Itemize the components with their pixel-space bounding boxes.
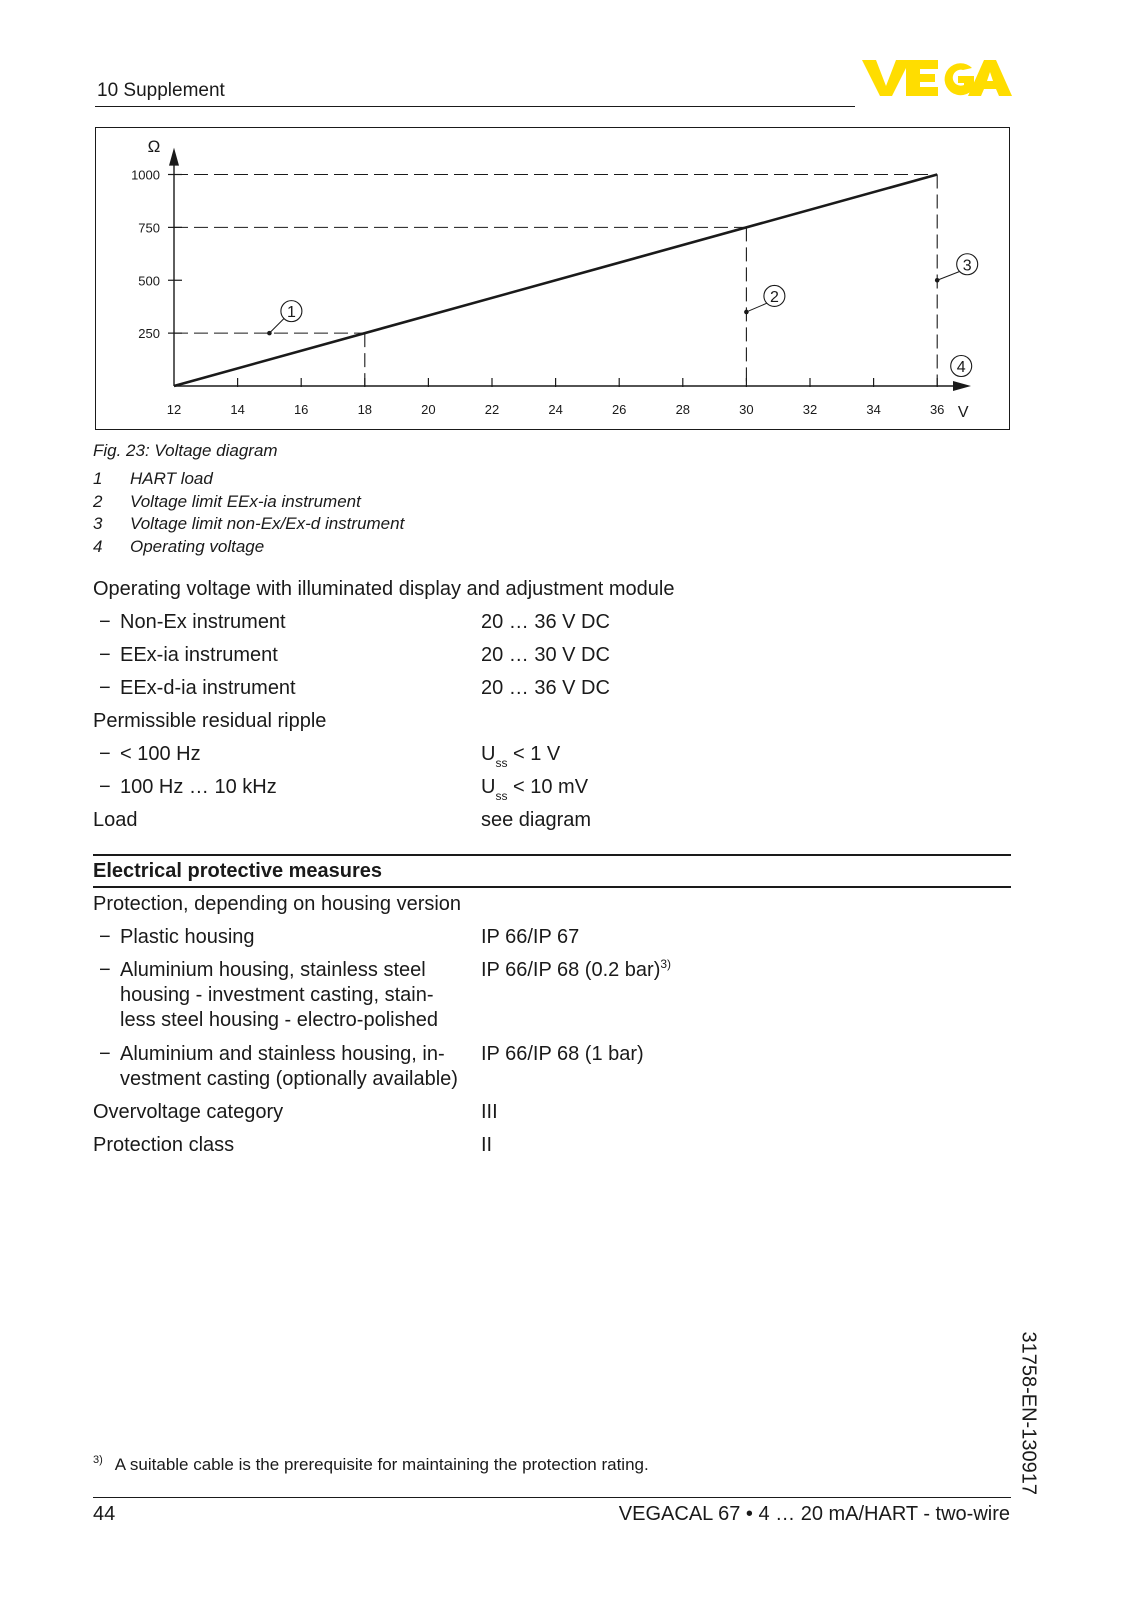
callout-leader: [746, 303, 767, 312]
eex-ia-value: 20 … 30 V DC: [481, 644, 610, 666]
y-tick-label: 250: [138, 326, 160, 342]
legend-item: [93, 492, 404, 515]
x-tick-label: 20: [421, 402, 436, 417]
callout-label: 4: [956, 359, 966, 376]
x-axis-label: V: [957, 404, 969, 421]
x-tick-label: 30: [739, 402, 754, 417]
ripple2-value: [481, 775, 588, 801]
legend-text: HART load: [130, 469, 213, 488]
legend-num: 3: [93, 514, 103, 533]
header-rule: [95, 106, 855, 107]
footer-title: VEGACAL 67 • 4 … 20 mA/HART - two-wire: [618, 1503, 1010, 1525]
y-tick-label: 500: [138, 273, 160, 289]
eex-d-ia-label: EEx-d-ia instrument: [120, 677, 296, 699]
overvoltage-value: III: [481, 1101, 498, 1123]
alu-label-line1: Aluminium housing, stainless steel: [120, 959, 426, 981]
document-id: 31758-EN-130917: [1017, 1331, 1040, 1495]
vega-logo: [862, 54, 1012, 102]
alu-value: [481, 958, 671, 984]
voltage-diagram-svg: [96, 128, 1009, 429]
eex-d-ia-value: 20 … 36 V DC: [481, 677, 610, 699]
x-tick-label: 34: [866, 402, 881, 417]
plastic-value: IP 66/IP 67: [481, 926, 580, 948]
x-tick-label: 12: [166, 402, 182, 417]
footnote-text: A suitable cable is the prerequisite for maintaining the protection rating.: [114, 1455, 649, 1474]
load-value: see diagram: [481, 809, 592, 831]
section-rule-bottom: [93, 886, 1011, 888]
y-tick-label: 750: [138, 220, 160, 236]
op-voltage-heading: Operating voltage with illuminated display and adjustment module: [93, 578, 675, 600]
ripple1-u: U: [481, 743, 496, 765]
x-tick-label: 36: [929, 402, 945, 417]
x-axis-arrow: [953, 381, 971, 391]
y-axis-arrow: [169, 148, 179, 166]
legend-num: 2: [93, 491, 103, 511]
legend-item: [93, 514, 404, 537]
dash: −: [99, 1043, 111, 1065]
callout-leader: [269, 318, 284, 333]
ripple2-sub: ss: [495, 789, 508, 803]
footnote: [93, 1455, 649, 1475]
section-rule-top: [93, 854, 1011, 856]
ripple2-rest: < 10 mV: [507, 776, 589, 798]
footnote-mark: 3): [93, 1454, 103, 1466]
alu-label-line2: housing - investment casting, stain-: [120, 984, 434, 1006]
callout-label: 3: [962, 257, 972, 275]
load-line: [174, 175, 937, 387]
protection-class-value: II: [481, 1134, 493, 1156]
dash: −: [99, 611, 111, 633]
dash: −: [99, 776, 111, 798]
ripple-heading: Permissible residual ripple: [93, 710, 327, 732]
alu2-label-line2: vestment casting (optionally available): [120, 1068, 458, 1090]
ripple1-sub: ss: [495, 756, 508, 770]
non-ex-value: 20 … 36 V DC: [481, 611, 610, 633]
dash: −: [99, 926, 111, 948]
legend-item: [93, 537, 404, 560]
dash: −: [99, 677, 111, 699]
protection-class-label: Protection class: [93, 1134, 235, 1156]
legend-num: 1: [93, 469, 103, 488]
x-tick-label: 22: [484, 402, 500, 417]
y-axis-label: Ω: [147, 137, 161, 156]
callout-label: 2: [769, 288, 779, 306]
figure-legend: [93, 469, 404, 559]
ripple2-label: 100 Hz … 10 kHz: [120, 776, 277, 798]
legend-text: Voltage limit EEx-ia instrument: [130, 491, 361, 511]
x-tick-label: 18: [357, 402, 373, 417]
non-ex-label: Non-Ex instrument: [120, 611, 286, 633]
footer-rule: [93, 1497, 1011, 1498]
voltage-diagram: [95, 127, 1010, 430]
figure-caption: Fig. 23: Voltage diagram: [93, 441, 278, 460]
alu-label-line3: less steel housing - electro-polished: [120, 1009, 438, 1031]
callout-leader: [937, 271, 960, 280]
ripple1-value: [481, 742, 560, 768]
x-tick-label: 24: [548, 402, 563, 417]
plastic-label: Plastic housing: [120, 926, 255, 948]
section-title: 10 Supplement: [97, 80, 225, 101]
housing-heading: Protection, depending on housing version: [93, 893, 462, 915]
callout-label: 1: [286, 304, 296, 322]
protective-measures-heading: Electrical protective measures: [93, 860, 383, 882]
alu2-label-line1: Aluminium and stainless housing, in-: [120, 1043, 445, 1065]
x-tick-label: 14: [230, 402, 245, 417]
footnote-ref: 3): [660, 957, 672, 971]
y-tick-label: 1000: [131, 167, 160, 183]
alu-value-text: IP 66/IP 68 (0.2 bar): [481, 959, 661, 981]
x-tick-label: 26: [611, 402, 627, 417]
alu2-value: IP 66/IP 68 (1 bar): [481, 1043, 644, 1065]
ripple2-u: U: [481, 776, 496, 798]
dash: −: [99, 959, 111, 981]
legend-num: 4: [93, 536, 103, 556]
ripple1-label: < 100 Hz: [120, 743, 201, 765]
legend-text: Voltage limit non-Ex/Ex-d instrument: [130, 514, 405, 533]
ripple1-rest: < 1 V: [507, 743, 561, 765]
dash: −: [99, 644, 111, 666]
x-tick-label: 32: [802, 402, 818, 417]
load-label: Load: [93, 809, 138, 831]
x-tick-label: 16: [293, 402, 309, 417]
overvoltage-label: Overvoltage category: [93, 1101, 284, 1123]
page-number: 44: [93, 1503, 116, 1525]
eex-ia-label: EEx-ia instrument: [120, 644, 278, 666]
x-tick-label: 28: [675, 402, 691, 417]
dash: −: [99, 743, 111, 765]
legend-text: Operating voltage: [130, 536, 265, 556]
legend-item: [93, 469, 404, 492]
